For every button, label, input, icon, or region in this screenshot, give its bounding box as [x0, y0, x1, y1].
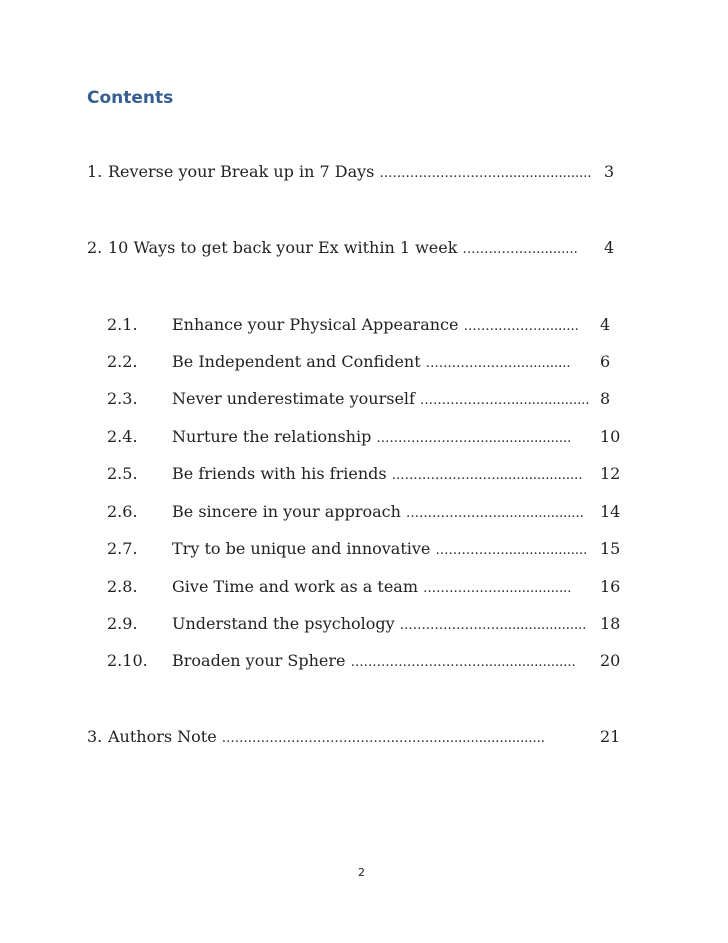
toc-entry-section-2-1[interactable]: [107, 313, 637, 337]
chapter-number: 2.: [87, 238, 103, 257]
toc-entry-section-2-7[interactable]: [107, 537, 637, 561]
section-number: 2.6.: [107, 502, 138, 521]
leader-dots: …………….....................: [435, 543, 588, 558]
section-page-number: 14: [600, 502, 621, 521]
chapter-title-text: Authors Note: [108, 727, 217, 746]
section-title: [172, 350, 571, 376]
section-title-text: Give Time and work as a team: [172, 577, 419, 596]
leader-dots: ……………………....................: [399, 618, 587, 633]
toc-entry-section-2-8[interactable]: [107, 575, 637, 599]
section-title-text: Nurture the relationship: [172, 427, 372, 446]
section-title-text: Understand the psychology: [172, 614, 395, 633]
section-title-text: Be sincere in your approach: [172, 502, 401, 521]
chapter-page-number: 3: [604, 162, 615, 181]
toc-entry-section-2-3[interactable]: [107, 387, 637, 411]
section-title: [172, 649, 576, 675]
toc-entry-section-2-4[interactable]: [107, 425, 637, 449]
section-title-text: Enhance your Physical Appearance: [172, 315, 459, 334]
section-title-text: Be Independent and Confident: [172, 352, 421, 371]
chapter-title: [108, 236, 578, 262]
section-title: [172, 387, 590, 413]
footer-page-number: 2: [358, 866, 365, 879]
section-title: [172, 575, 571, 601]
leader-dots: ………………………….......................: [350, 655, 576, 670]
section-number: 2.3.: [107, 389, 138, 408]
leader-dots: ………………….............: [425, 356, 571, 371]
section-number: 2.9.: [107, 614, 138, 633]
leader-dots: …………………….....................: [391, 468, 583, 483]
section-title: [172, 425, 571, 451]
toc-entry-section-2-6[interactable]: [107, 500, 637, 524]
toc-entry-section-2-2[interactable]: [107, 350, 637, 374]
section-title-text: Be friends with his friends: [172, 464, 387, 483]
chapter-title-text: Reverse your Break up in 7 Days: [108, 162, 375, 181]
section-title-text: Try to be unique and innovative: [172, 539, 431, 558]
leader-dots: ……………….........: [462, 242, 578, 257]
leader-dots: …………………………………..…….............................: [221, 731, 545, 746]
section-page-number: 16: [600, 577, 621, 596]
toc-entry-section-2-10[interactable]: [107, 649, 637, 673]
chapter-number: 1.: [87, 162, 103, 181]
section-number: 2.8.: [107, 577, 138, 596]
section-page-number: 20: [600, 651, 621, 670]
section-number: 2.1.: [107, 315, 138, 334]
section-title-text: Broaden your Sphere: [172, 651, 346, 670]
section-page-number: 15: [600, 539, 621, 558]
toc-entry-chapter-3[interactable]: [87, 725, 647, 749]
section-title: [172, 313, 579, 339]
section-page-number: 18: [600, 614, 621, 633]
section-number: 2.2.: [107, 352, 138, 371]
chapter-title: [108, 160, 592, 186]
chapter-page-number: 21: [600, 727, 621, 746]
leader-dots: ……………….................: [423, 581, 572, 596]
section-number: 2.4.: [107, 427, 138, 446]
section-title: [172, 612, 586, 638]
section-title: [172, 462, 582, 488]
leader-dots: ………………….……......................: [379, 166, 592, 181]
leader-dots: ……………….........: [463, 319, 579, 334]
section-number: 2.10.: [107, 651, 148, 670]
section-title: [172, 537, 587, 563]
section-page-number: 10: [600, 427, 621, 446]
chapter-page-number: 4: [604, 238, 615, 257]
section-page-number: 12: [600, 464, 621, 483]
leader-dots: ………………….....................: [406, 506, 584, 521]
toc-entry-chapter-1[interactable]: [87, 160, 647, 184]
toc-entry-section-2-9[interactable]: [107, 612, 637, 636]
toc-entry-chapter-2[interactable]: [87, 236, 647, 260]
section-title-text: Never underestimate yourself: [172, 389, 415, 408]
section-page-number: 6: [600, 352, 611, 371]
chapter-title-text: 10 Ways to get back your Ex within 1 week: [108, 238, 458, 257]
toc-entry-section-2-5[interactable]: [107, 462, 637, 486]
section-number: 2.7.: [107, 539, 138, 558]
chapter-number: 3.: [87, 727, 103, 746]
chapter-title: [108, 725, 545, 751]
section-page-number: 8: [600, 389, 611, 408]
leader-dots: …………………...................: [420, 393, 590, 408]
section-title: [172, 500, 584, 526]
section-number: 2.5.: [107, 464, 138, 483]
leader-dots: ……………………......................: [376, 431, 572, 446]
contents-heading: Contents: [87, 88, 174, 108]
section-page-number: 4: [600, 315, 611, 334]
